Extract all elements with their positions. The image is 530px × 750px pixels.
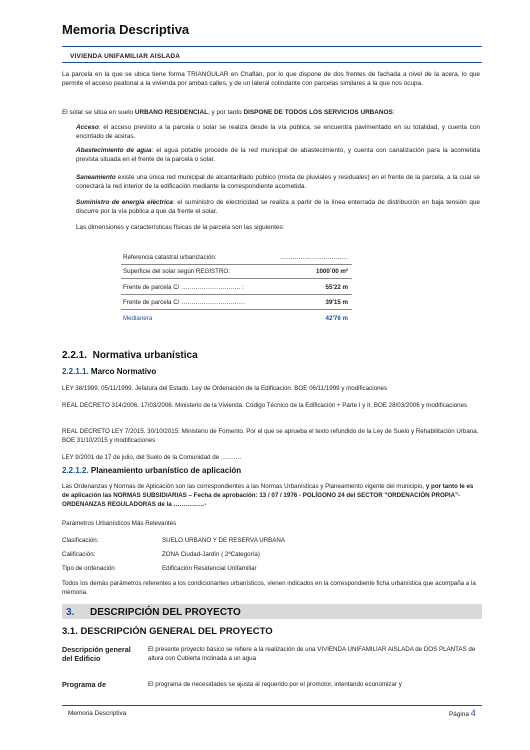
programa-text: El programa de necesidades se ajusta al requerido por el promotor, intentando economizar y [148,681,402,688]
law-item: LEY 38/1999. 05/11/1999. Jefatura del Estado. Ley de Ordenación de la Edificación. BOE 06/11/1999 y modificaciones [62,385,388,392]
description-label: Descripción general del Edificio [62,645,131,663]
param-label: Clasificación: [62,537,99,544]
closing-paragraph: Todos los demás parámetros referentes a los condicionantes urbanísticos, vienen indicados en la correspondiente ficha urbanística que acompaña a la memoria. [62,580,476,596]
table-row-medianera: Medianera 42'76 m [123,315,348,322]
section-bar-3: 3. DESCRIPCIÓN DEL PROYECTO [62,604,482,619]
header-rule [62,46,482,47]
services-intro: El solar se sitúa en suelo URBANO RESIDENCIAL, y por tanto DISPONE DE TODOS LOS SERVICIOS URBANOS: [62,109,395,116]
params-title: Parámetros Urbanísticos Más Relevantes [62,520,177,527]
param-label: Calificación: [62,551,96,558]
footer-rule [62,705,482,706]
service-water: Abastecimiento de agua: el agua potable procede de la red municipal de abastecimiento, y cuenta con canalización para la acometida prevista situada en el frente de la parcela o solar. [76,147,481,163]
section-heading-2212: 2.2.1.2. Planeamiento urbanístico de aplicación [62,466,242,475]
subtitle-rule [62,62,482,63]
law-item: LEY 9/2001 de 17 de julio, del Suelo de la Comunidad de ………. [62,454,242,461]
param-value: Edificación Residencial Unifamiliar [162,565,257,572]
param-value: ZONA Ciudad-Jardín ( 2ªCategoría) [162,551,260,558]
page-number: 4 [470,708,476,718]
table-row: Frente de parcela C/ …………………………. 39'15 m [121,296,352,310]
param-label: Tipo de ordenación [62,565,115,572]
dimensions-intro: Las dimensiones y características físicas de la parcela son las siguientes: [76,224,285,231]
programa-label: Programa de [62,680,106,689]
parcel-table [121,251,352,331]
page-title: Memoria Descriptiva [62,22,190,37]
description-text: El presente proyecto básico se refiere a la realización de una VIVIENDA UNIFAMILIAR AISLADA de DOS PLANTAS de altura con Cubierta Inclinada a un agua [148,646,476,662]
service-electricity: Suministro de energía eléctrica: el suministro de electricidad se realiza a partir de la línea enterrada de distribución en baja tensión que discurre por la vía pública a que da frente el solar. [76,199,480,215]
section-heading-221: 2.2.1. Normativa urbanística [62,350,198,361]
law-item: REAL DECRETO 314/2006. 17/03/2006. Ministerio de la Vivienda. Código Técnico de la Edificación + Parte I y II. BOE 28/03/2006 y modificaciones [62,402,468,409]
service-sewage: Saneamiento existe una única red municipal de alcantarillado público (mixta de pluviales y residuales) en el frente de la parcela, a la cual se conectará la red interior de la edificación mediante la correspondiente acometida. [76,174,480,190]
table-row: Frente de parcela C/ ……………………….. : 55'22 m [121,281,352,295]
table-row: Referencia catastral urbanización: …………………………… [121,251,352,265]
planning-paragraph: Las Ordenanzas y Normas de Aplicación son las correspondientes a las Normas Urbanísticas y Planeamiento vigente del municipio, y por tanto le es de aplicación las NORMAS SUBSIDIARIAS – Fecha de aprobación: 13 / 07 / 1976 - POLÍGONO 24 del SECTOR "ORDENACIÓN PROPIA"- ORDENANZAS REGULADORAS de la ……………- [62,483,474,508]
table-row: Superficie del solar según REGISTRO: 1000´00 m² [121,265,352,279]
section-heading-31: 3.1. DESCRIPCIÓN GENERAL DEL PROYECTO [62,626,273,637]
law-item: REAL DECRETO LEY 7/2015. 30/10/2015. Ministerio de Fomento. Por el que se aprueba el texto refundido de la Ley de Suelo y Rehabilitación Urbana. BOE 31/10/2015 y modificaciones [62,428,479,444]
section-heading-2211: 2.2.1.1. Marco Normativo [62,367,157,376]
footer-page: Página 4 [449,708,476,718]
intro-paragraph: La parcela en la que se ubica tiene forma TRIANGULAR en Chaflán, por lo que dispone de dos frentes de fachada a nivel de la acera, lo que permite el acceso peatonal a la vivienda por ambas calles, y de un lateral colindante con parcelas similares a la que nos ocupa. [62,71,480,87]
footer-doc-name: Memoria Descriptiva [68,710,127,717]
service-access: Acceso: el acceso previsto a la parcela o solar se realiza desde la vía pública, se encuentra pavimentado en su totalidad, y cuenta con encintado de aceras. [76,124,480,140]
document-subtitle: VIVIENDA UNIFAMILIAR AISLADA [70,53,181,60]
param-value: SUELO URBANO Y DE RESERVA URBANA [162,537,285,544]
